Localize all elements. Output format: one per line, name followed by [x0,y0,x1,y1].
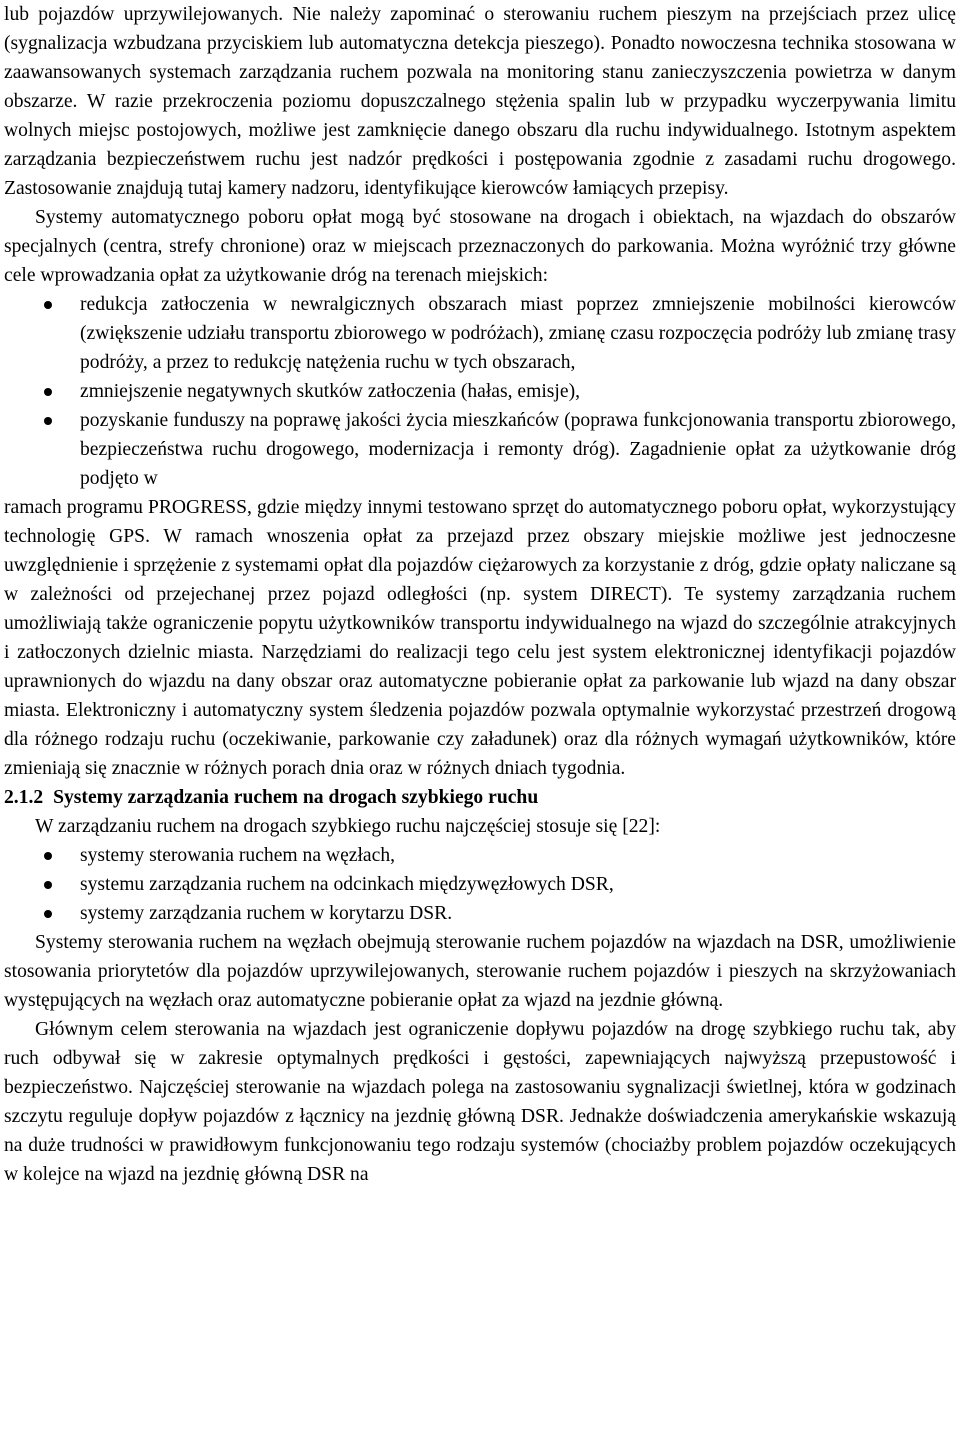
bullet-icon [44,852,52,860]
list-item [4,870,956,899]
bullet-icon [44,881,52,889]
section-title: Systemy zarządzania ruchem na drogach szybkiego ruchu [53,787,539,808]
bullet-icon [44,388,52,396]
list-item-text: systemu zarządzania ruchem na odcinkach międzywęzłowych DSR, [80,874,614,895]
list-item-text: redukcja zatłoczenia w newralgicznych obszarach miast poprzez zmniejszenie mobilności kierowców (zwiększenie udziału transportu zbiorowego w podróżach), zmianę czasu rozpoczęcia podróży lub zmianę trasy podróży, a przez to redukcję natężenia ruchu w tych obszarach, [80,294,956,373]
paragraph-progress-program: ramach programu PROGRESS, gdzie między innymi testowano sprzęt do automatycznego poboru opłat, wykorzystujący technologię GPS. W ramach wnoszenia opłat za przejazd przez obszary miejskie możliwe jest jednoczesne uwzględnienie i sprzężenie z systemami opłat dla pojazdów ciężarowych za korzystanie z dróg, gdzie opłaty naliczane są w zależności od przejechanej przez pojazd odległości (np. system DIRECT). Te systemy zarządzania ruchem umożliwiają także ograniczenie popytu użytkowników transportu indywidualnego na wjazd do szczególnie atrakcyjnych i zatłoczonych dzielnic miasta. Narzędziami do realizacji tego celu jest system elektronicznej identyfikacji pojazdów uprawnionych do wjazdu na dany obszar oraz automatyczne pobieranie opłat za parkowanie lub wjazd na dany obszar miasta. Elektroniczny i automatyczny system śledzenia pojazdów pozwala optymalnie wykorzystać przestrzeń drogową dla różnego rodzaju ruchu (oczekiwanie, parkowanie czy załadunek) oraz dla różnych wymagań użytkowników, które zmieniają się znacznie w różnych porach dnia oraz w różnych dniach tygodnia. [4,497,956,779]
list-item-text: systemy zarządzania ruchem w korytarzu DSR. [80,903,453,924]
paragraph-traffic-management: lub pojazdów uprzywilejowanych. Nie należy zapominać o sterowaniu ruchem pieszym na przejściach przez ulicę (sygnalizacja wzbudzana przyciskiem lub automatyczna detekcja pieszego). Ponadto nowoczesna technika stosowana w zaawansowanych systemach zarządzania ruchem pozwala na monitoring stanu zanieczyszczenia powietrza w danym obszarze. W razie przekroczenia poziomu dopuszczalnego stężenia spalin lub w przypadku wyczerpywania limitu wolnych miejsc postojowych, możliwe jest zamknięcie danego obszaru dla ruchu indywidualnego. Istotnym aspektem zarządzania bezpieczeństwem ruchu jest nadzór prędkości i postępowania zgodnie z zasadami ruchu drogowego. Zastosowanie znajdują tutaj kamery nadzoru, identyfikujące kierowców łamiących przepisy. [4,4,956,199]
paragraph-highway-intro: W zarządzaniu ruchem na drogach szybkiego ruchu najczęściej stosuje się [22]: [35,816,661,837]
bullet-icon [44,417,52,425]
list-item-text: zmniejszenie negatywnych skutków zatłoczenia (hałas, emisje), [80,381,580,402]
paragraph-ramp-metering: Głównym celem sterowania na wjazdach jest ograniczenie dopływu pojazdów na drogę szybkiego ruchu tak, aby ruch odbywał się w zakresie optymalnych prędkości i gęstości, zapewniających najwyższą przepustowość i bezpieczeństwo. Najczęściej sterowanie na wjazdach polega na zastosowaniu sygnalizacji świetlnej, która w godzinach szczytu reguluje dopływ pojazdów z łącznicy na jezdnię główną DSR. Jednakże doświadczenia amerykańskie wskazują na duże trudności w prawidłowym funkcjonowaniu tego rodzaju systemów (chociażby problem pojazdów oczekujących w kolejce na wjazd na jezdnię główną DSR na [4,1019,956,1185]
list-item [4,290,956,377]
section-heading [4,783,956,812]
list-item [4,377,956,406]
toll-goals-list [4,290,956,493]
highway-systems-list [4,841,956,928]
list-item [4,899,956,928]
bullet-icon [44,910,52,918]
list-item-text: systemy sterowania ruchem na węzłach, [80,845,396,866]
paragraph-toll-systems: Systemy automatycznego poboru opłat mogą być stosowane na drogach i obiektach, na wjazdach do obszarów specjalnych (centra, strefy chronione) oraz w miejscach przeznaczonych do parkowania. Można wyróżnić trzy główne cele wprowadzania opłat za użytkowanie dróg na terenach miejskich: [4,207,956,286]
section-number: 2.1.2 [4,787,44,808]
list-item-text: pozyskanie funduszy na poprawę jakości życia mieszkańców (poprawa funkcjonowania transportu zbiorowego, bezpieczeństwa ruchu drogowego, modernizacja i remonty dróg). Zagadnienie opłat za użytkowanie dróg podjęto w [80,410,956,489]
bullet-icon [44,301,52,309]
list-item [4,841,956,870]
paragraph-junction-control: Systemy sterowania ruchem na węzłach obejmują sterowanie ruchem pojazdów na wjazdach na DSR, umożliwienie stosowania priorytetów dla pojazdów uprzywilejowanych, sterowanie ruchem pojazdów i pieszych na skrzyżowaniach występujących na węzłach oraz automatyczne pobieranie opłat za wjazd na jezdnie główną. [4,932,956,1011]
list-item [4,406,956,493]
